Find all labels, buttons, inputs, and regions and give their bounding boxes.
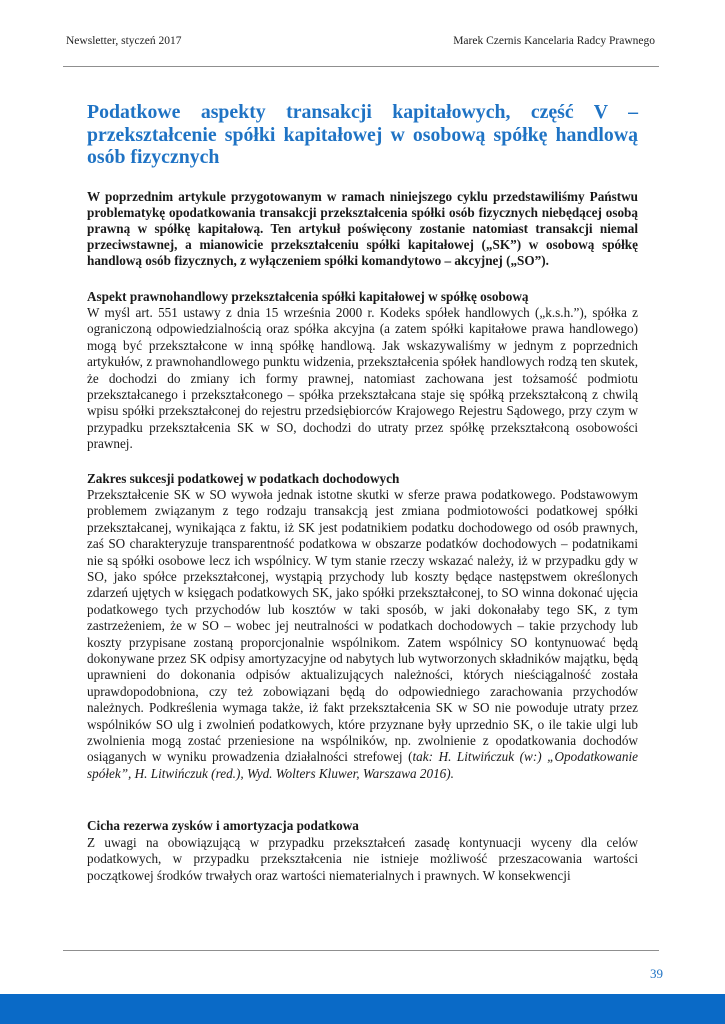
section-body-hidden-reserve: Z uwagi na obowiązującą w przypadku przekształceń zasadę kontynuacji wyceny dla celów podatkowych, w przypadku przekształcenia nie istnieje możliwość przeszacowania wartości początkowej środków trwałych oraz wartości niematerialnych i prawnych. W konsekwencji <box>87 834 638 883</box>
header-divider <box>63 66 659 67</box>
footer-color-bar <box>0 994 725 1024</box>
article-lead: W poprzednim artykule przygotowanym w ramach niniejszego cyklu przedstawiliśmy Państwu problematykę opodatkowania transakcji przekształcenia spółki osób fizycznych niebędącej osobą prawną w spółkę kapitałową. Ten artykuł poświęcony zostanie natomiast transakcji niemal przeciwstawnej, a mianowicie przekształceniu spółki kapitałowej („SK”) w osobową spółkę handlową osób fizycznych, z wyłączeniem spółki komandytowo – akcyjnej („SO”). <box>87 188 638 269</box>
tax-succession-text: Przekształcenie SK w SO wywoła jednak istotne skutki w sferze prawa podatkowego. Podstawowym problemem związanym z tego rodzaju transakcją jest zmiana podmiotowości podatkowej spółki przekształcanej, wynikająca z faktu, iż SK jest podatnikiem podatku dochodowego od osób prawnych, zaś SO charakteryzuje transparentność podatkowa w obszarze podatków dochodowych – podatnikami nie są spółki osobowe lecz ich wspólnicy. W tym stanie rzeczy wskazać należy, iż w przypadku gdy w SO, jako spółce przekształconej, wystąpią przychody lub koszty będące następstwem określonych zdarzeń ujętych w księgach podatkowych SK, jako spółki przekształconej, to SO winna dokonać ujęcia podatkowego tych przychodów lub kosztów w taki sposób, w jaki dokonałaby tego SK, z tym zastrzeżeniem, że w SO – wobec jej neutralności w podatkach dochodowych – takie przychody lub koszty przypisane zostaną proporcjonalnie wspólnikom. Zatem wspólnicy SO kontynuować będą dokonywane przez SK odpisy amortyzacyjne od nabytych lub wytworzonych składników majątku, będą uprawnieni do dokonania odpisów aktualizujących należności, których nieściągalność została uprawdopodobniona, czy też zobowiązani będą do odpowiedniego zarachowania przychodów należnych. Podkreślenia wymaga także, iż fakt przekształcenia SK w SO nie powoduje utraty przez wspólników SO ulg i zwolnień podatkowych, które przyznane były uprzednio SK, o ile takie ulgi lub zwolnienia mogą zostać przeniesione na wspólników, np. zwolnienie z opodatkowania dochodów osiąganych w wyniku prowadzenia działalności strefowej ( <box>87 486 638 765</box>
section-body-legal-aspect: W myśl art. 551 ustawy z dnia 15 września 2000 r. Kodeks spółek handlowych („k.s.h.”), spółka z ograniczoną odpowiedzialnością oraz spółka akcyjna (a zatem spółki kapitałowe prawa handlowego) mogą być przekształcone w inną spółkę handlową. Jak wskazywaliśmy w jednym z poprzednich artykułów, z prawnohandlowego punktu widzenia, przekształcenia spółek handlowych rodzą ten skutek, że dochodzi do zmiany ich formy prawnej, natomiast zachowana jest tożsamość podmiotu przekształcanego i przekształconego – spółka przekształcana staje się spółką przekształconą z chwilą wpisu spółki przekształconej do rejestru przedsiębiorców Krajowego Rejestru Sądowego, przy czym w przypadku przekształcenia SK w SO, dochodzi do utraty przez spółkę przekształconą osobowości prawnej. <box>87 304 638 452</box>
section-heading-hidden-reserve: Cicha rezerwa zysków i amortyzacja podatkowa <box>87 818 359 834</box>
section-body-tax-succession <box>87 487 638 782</box>
header-firm-name: Marek Czernis Kancelaria Radcy Prawnego <box>453 35 655 47</box>
section-heading-tax-succession: Zakres sukcesji podatkowej w podatkach dochodowych <box>87 470 400 486</box>
page-number: 39 <box>650 966 663 981</box>
article-title: Podatkowe aspekty transakcji kapitałowych, część V – przekształcenie spółki kapitałowej w osobową spółkę handlową osób fizycznych <box>87 101 638 168</box>
section-spacer <box>87 453 638 471</box>
article-body <box>87 101 638 884</box>
section-heading-legal-aspect: Aspekt prawnohandlowy przekształcenia spółki kapitałowej w spółkę osobową <box>87 288 529 304</box>
citation: tak: H. Litwińczuk (w:) „Opodatkowanie spółek”, H. Litwińczuk (red.), Wyd. Wolters Kluwer, Warszawa 2016). <box>87 749 638 781</box>
section-spacer <box>87 782 638 818</box>
footer-divider <box>63 950 659 951</box>
header-newsletter-date: Newsletter, styczeń 2017 <box>66 35 182 47</box>
